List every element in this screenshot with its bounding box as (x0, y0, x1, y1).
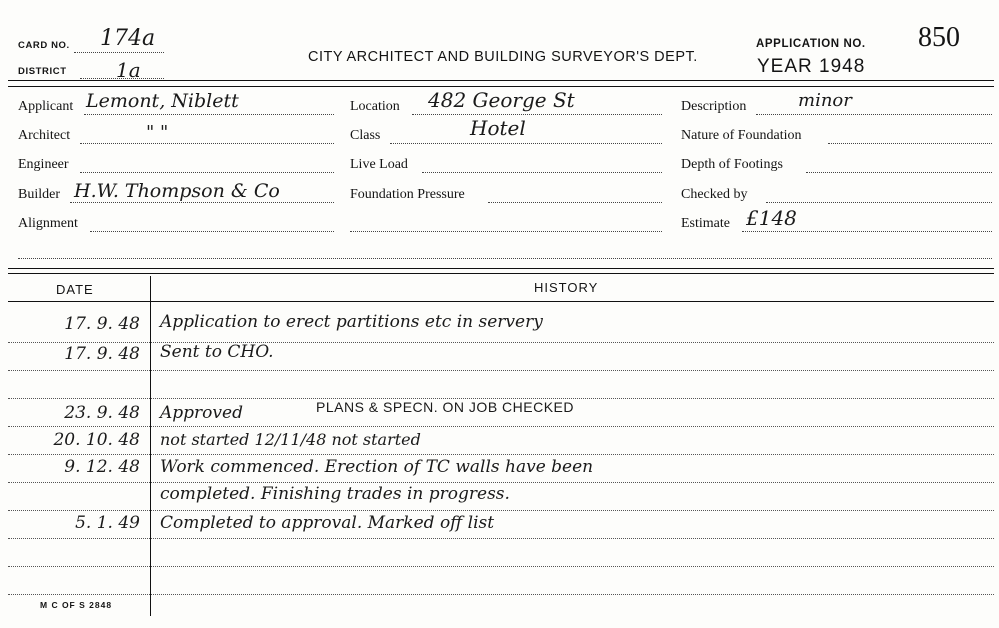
history-rule (8, 566, 994, 567)
nature-of-foundation-label: Nature of Foundation (681, 128, 802, 143)
history-rule (8, 370, 994, 371)
engineer-label: Engineer (18, 157, 69, 172)
location-line (412, 114, 662, 115)
depth-of-footings-label: Depth of Footings (681, 157, 783, 172)
foundation-pressure-label: Foundation Pressure (350, 187, 465, 202)
live-load-label: Live Load (350, 157, 408, 172)
alignment-line (90, 231, 334, 232)
architect-value: " " (146, 122, 169, 143)
history-header-divider (8, 301, 994, 302)
history-date: 17. 9. 48 (64, 344, 140, 364)
history-entry: Sent to CHO. (160, 342, 274, 362)
district-label: DISTRICT (18, 66, 67, 77)
history-date: 17. 9. 48 (64, 314, 140, 334)
checked-by-line (766, 202, 992, 203)
history-column-header: HISTORY (534, 280, 599, 295)
applicant-line (84, 114, 334, 115)
history-date: 9. 12. 48 (64, 457, 140, 477)
location-label: Location (350, 99, 400, 114)
district-value: 1a (116, 58, 141, 82)
header-divider (8, 80, 994, 81)
depth-of-footings-line (806, 172, 992, 173)
checked-by-label: Checked by (681, 187, 748, 202)
header-divider-secondary (8, 86, 994, 87)
foundation-pressure-line (488, 202, 662, 203)
class-label: Class (350, 128, 381, 143)
history-entry: Completed to approval. Marked off list (160, 513, 495, 533)
history-rule (8, 454, 994, 455)
applicant-label: Applicant (18, 99, 74, 114)
year: YEAR 1948 (757, 56, 866, 77)
card-no-line (74, 52, 164, 53)
live-load-line (422, 172, 662, 173)
history-date: 5. 1. 49 (75, 513, 140, 533)
column2-blank-line (350, 231, 662, 232)
history-rule (8, 342, 994, 343)
department-title: CITY ARCHITECT AND BUILDING SURVEYOR'S DEPT. (308, 49, 698, 65)
date-column-header: DATE (56, 282, 94, 297)
application-no-label: APPLICATION NO. (756, 38, 866, 50)
history-top-divider-secondary (8, 273, 994, 274)
description-value: minor (798, 90, 852, 111)
form-code: M C OF S 2848 (40, 600, 113, 610)
history-date: 23. 9. 48 (64, 403, 140, 423)
alignment-label: Alignment (18, 216, 78, 231)
history-entry: Approved (160, 403, 243, 423)
nature-of-foundation-line (828, 143, 992, 144)
application-no-value: 850 (918, 22, 960, 53)
history-entry: Application to erect partitions etc in servery (160, 312, 543, 332)
history-entry: Work commenced. Erection of TC walls have been (160, 457, 594, 477)
card-no-label: CARD NO. (18, 40, 70, 51)
history-top-divider (8, 268, 994, 269)
history-entry: completed. Finishing trades in progress. (160, 484, 510, 504)
history-rule (8, 510, 994, 511)
estimate-label: Estimate (681, 216, 730, 231)
history-rule (8, 538, 994, 539)
description-label: Description (681, 99, 747, 114)
architect-line (80, 143, 334, 144)
description-line (756, 114, 992, 115)
checked-stamp: PLANS & SPECN. ON JOB CHECKED (316, 399, 575, 415)
card-no-value: 174a (100, 26, 156, 51)
location-value: 482 George St (428, 88, 575, 112)
class-line (390, 143, 662, 144)
engineer-line (80, 172, 334, 173)
applicant-value: Lemont, Niblett (86, 90, 239, 112)
architect-label: Architect (18, 128, 71, 143)
history-date: 20. 10. 48 (53, 430, 140, 450)
builder-label: Builder (18, 187, 60, 202)
builder-line (70, 202, 334, 203)
builder-value: H.W. Thompson & Co (74, 180, 280, 202)
date-column-divider (150, 276, 151, 616)
history-rule (8, 594, 994, 595)
details-bottom-line (18, 258, 992, 259)
history-rule (8, 482, 994, 483)
history-entry: not started 12/11/48 not started (160, 430, 421, 449)
class-value: Hotel (470, 116, 526, 140)
history-rule (8, 426, 994, 427)
estimate-value: £148 (746, 206, 797, 230)
estimate-line (742, 231, 992, 232)
